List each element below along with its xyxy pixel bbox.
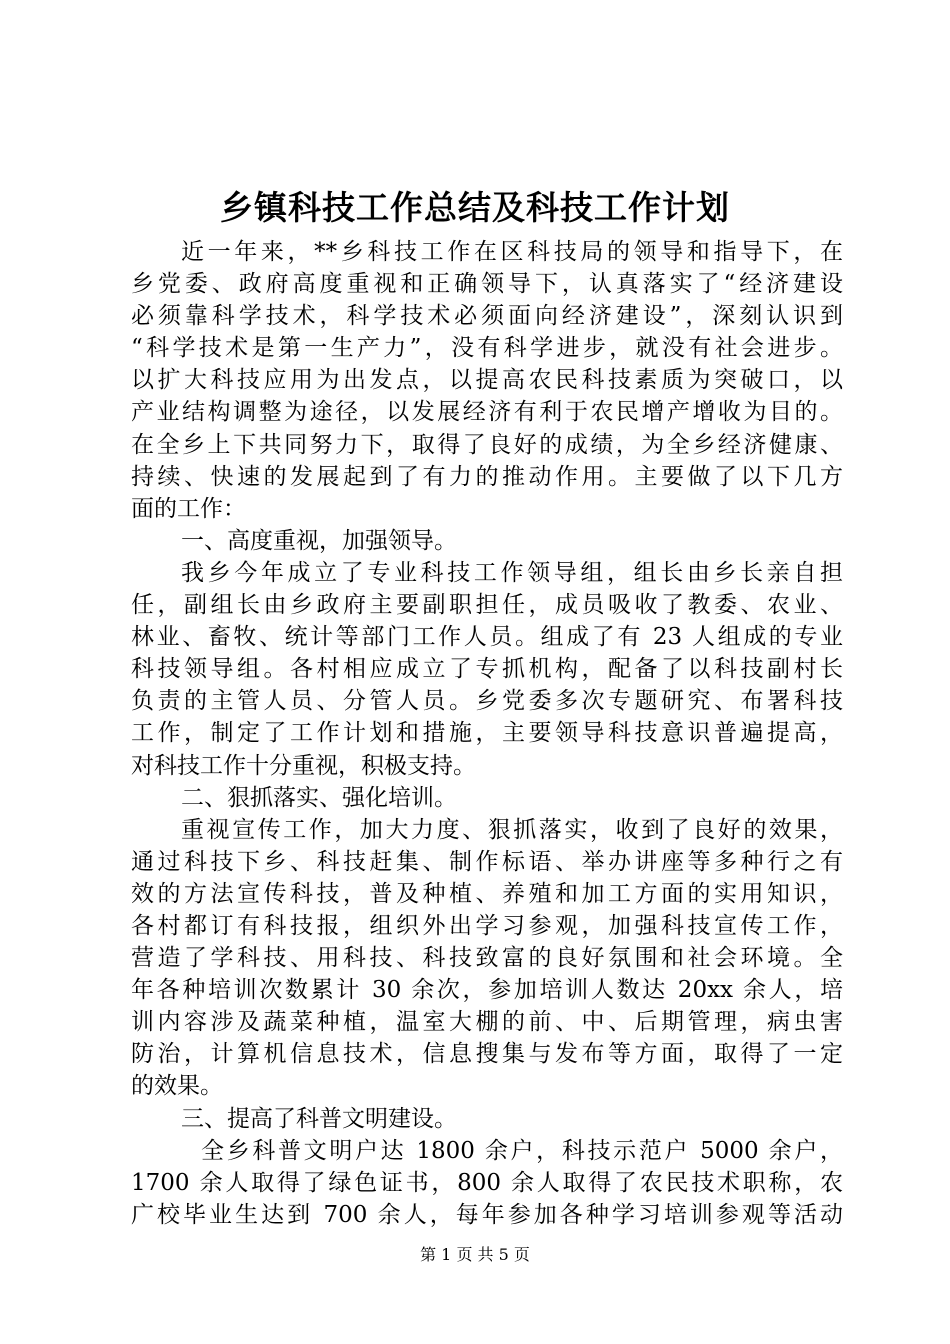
paragraph-line: 工作，制定了工作计划和措施，主要领导科技意识普遍提高，	[131, 720, 843, 747]
paragraph-line: 以扩大科技应用为出发点，以提高农民科技素质为突破口，以	[131, 367, 843, 394]
paragraph-line: 在全乡上下共同努力下，取得了良好的成绩，为全乡经济健康、	[131, 431, 843, 458]
document-body	[131, 236, 843, 1231]
paragraph-line: 年各种培训次数累计 30 余次，参加培训人数达 20xx 余人，培	[131, 977, 843, 1004]
section-heading: 一、高度重视，加强领导。	[181, 527, 457, 554]
document-title: 乡镇科技工作总结及科技工作计划	[220, 188, 730, 227]
paragraph-line: 广校毕业生达到 700 余人，每年参加各种学习培训参观等活动	[131, 1201, 843, 1228]
paragraph-line: 各村都订有科技报，组织外出学习参观，加强科技宣传工作，	[131, 912, 843, 939]
section-heading: 三、提高了科普文明建设。	[181, 1105, 457, 1132]
paragraph-line: “科学技术是第一生产力”，没有科学进步，就没有社会进步。	[131, 335, 843, 362]
paragraph-line: 防治，计算机信息技术，信息搜集与发布等方面，取得了一定	[131, 1041, 843, 1068]
paragraph-line: 产业结构调整为途径，以发展经济有利于农民增产增收为目的。	[131, 399, 843, 426]
paragraph-line: 通过科技下乡、科技赶集、制作标语、举办讲座等多种行之有	[131, 848, 843, 875]
paragraph-line: 效的方法宣传科技，普及种植、养殖和加工方面的实用知识，	[131, 880, 843, 907]
paragraph-line: 任，副组长由乡政府主要副职担任，成员吸收了教委、农业、	[131, 592, 843, 619]
paragraph-line: 我乡今年成立了专业科技工作领导组，组长由乡长亲自担	[181, 559, 843, 586]
paragraph-line: 训内容涉及蔬菜种植，温室大棚的前、中、后期管理，病虫害	[131, 1009, 843, 1036]
paragraph-line: 对科技工作十分重视，积极支持。	[131, 752, 476, 779]
paragraph-line: 必须靠科学技术，科学技术必须面向经济建设”，深刻认识到	[131, 303, 843, 330]
paragraph-line: 科技领导组。各村相应成立了专抓机构，配备了以科技副村长	[131, 656, 843, 683]
paragraph-line: 重视宣传工作，加大力度、狠抓落实，收到了良好的效果，	[181, 816, 843, 843]
paragraph-line: 林业、畜牧、统计等部门工作人员。组成了有 23 人组成的专业	[131, 624, 843, 651]
paragraph-line: 负责的主管人员、分管人员。乡党委多次专题研究、布署科技	[131, 688, 843, 715]
paragraph-line: 面的工作：	[131, 495, 246, 522]
paragraph-line: 持续、快速的发展起到了有力的推动作用。主要做了以下几方	[131, 463, 843, 490]
paragraph-line: 全乡科普文明户达 1800 余户，科技示范户 5000 余户，	[201, 1137, 843, 1164]
page-footer: 第 1 页 共 5 页	[420, 1245, 530, 1264]
paragraph-line: 乡党委、政府高度重视和正确领导下，认真落实了“经济建设	[131, 271, 843, 298]
paragraph-line: 营造了学科技、用科技、科技致富的良好氛围和社会环境。全	[131, 945, 843, 972]
paragraph-line: 的效果。	[131, 1073, 223, 1100]
paragraph-line: 1700 余人取得了绿色证书，800 余人取得了农民技术职称，农	[131, 1169, 843, 1196]
paragraph-line: 近一年来，**乡科技工作在区科技局的领导和指导下，在	[181, 239, 843, 265]
section-heading: 二、狠抓落实、强化培训。	[181, 784, 457, 811]
